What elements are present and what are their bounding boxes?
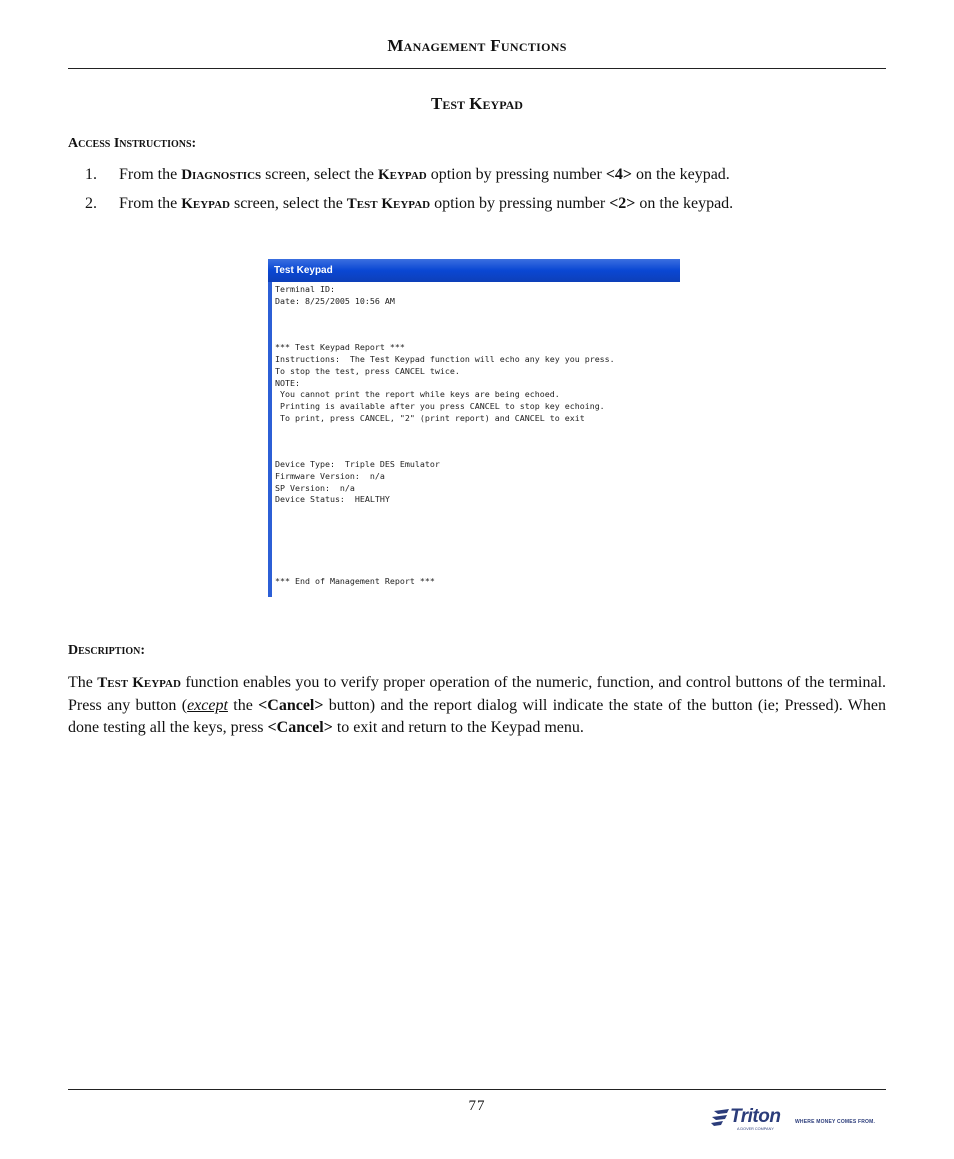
step-option-name: Test Keypad [346,196,431,212]
report-line: To print, press CANCEL, "2" (print report) and CANCEL to exit [275,412,585,423]
triton-swoosh-icon [711,1109,731,1131]
report-line: Firmware Version: n/a [275,471,385,481]
access-steps-list [68,163,886,221]
report-line: *** End of Management Report *** [275,576,435,587]
step-text: on the keypad. [636,166,730,183]
page-number: 77 [468,1098,486,1114]
step-text: screen, select the [233,195,343,212]
step-text: screen, select the [265,166,374,183]
desc-key: <Cancel> [258,696,324,714]
report-line: You cannot print the report while keys are being echoed. [275,389,560,400]
report-line: Terminal ID: [275,284,335,294]
step-menu-name: Keypad [181,196,230,212]
step-key: <4> [605,166,633,183]
desc-text: to exit and return to the Keypad menu. [332,719,584,736]
report-line: Device Type: Triple DES Emulator [275,459,440,470]
report-line: Device Status: HEALTHY [275,494,390,505]
desc-key: <Cancel> [267,719,333,736]
footer-rule [68,1089,886,1090]
report-line: Printing is available after you press CANCEL to stop key echoing. [275,400,605,411]
report-line [275,518,675,530]
logo-subtext: A DOVER COMPANY [737,1127,774,1131]
description-paragraph [68,672,886,740]
report-line [275,424,675,436]
step-number: 2. [85,195,97,212]
window-titlebar: Test Keypad [268,259,680,282]
logo-tagline: WHERE MONEY COMES FROM. [795,1119,876,1125]
header-rule [68,68,886,69]
report-line [275,553,675,565]
report-line [275,331,675,343]
report-line [275,541,675,553]
report-text [275,284,675,588]
desc-text: the [227,696,259,714]
report-line [275,448,675,460]
desc-function-name: Test Keypad [97,675,181,691]
step-item [68,163,886,192]
report-line: SP Version: n/a [275,482,355,493]
report-line: Date: 8/25/2005 10:56 AM [275,295,395,306]
desc-text: button) and the report dialog will indicate the state of the button (ie; Pressed). When done testing all the keys, press [68,696,887,736]
step-text: From the [119,195,178,212]
report-line [275,506,675,518]
report-line [275,565,675,577]
step-number: 1. [85,166,97,183]
step-item [68,192,886,221]
report-line: NOTE: [275,377,300,388]
report-line [275,529,675,541]
step-text: From the [119,166,178,183]
step-text: option by pressing number [434,195,606,212]
report-line [275,307,675,319]
desc-emphasis: except [187,696,228,714]
window-border [268,282,272,597]
running-header: Management Functions [387,36,567,55]
access-instructions-heading: Access Instructions: [68,136,197,151]
step-key: <2> [609,195,636,212]
section-title: Test Keypad [431,94,523,113]
report-line [275,436,675,448]
step-option-name: Keypad [377,167,427,183]
desc-text: function enables you to verify proper operation of the numeric, function, and control buttons of the terminal. Press any button ( [68,674,887,714]
report-line: *** Test Keypad Report *** [275,342,405,353]
step-text: on the keypad. [639,195,734,212]
description-heading: Description: [68,643,146,658]
report-line [275,319,675,331]
triton-logo [711,1105,876,1135]
logo-wordmark: Triton [730,1106,781,1127]
report-line: To stop the test, press CANCEL twice. [275,365,460,376]
test-keypad-screenshot [268,259,680,597]
desc-text: The [68,674,93,691]
report-line: Instructions: The Test Keypad function will echo any key you press. [275,354,615,365]
step-text: option by pressing number [430,166,602,183]
step-menu-name: Diagnostics [181,167,262,183]
